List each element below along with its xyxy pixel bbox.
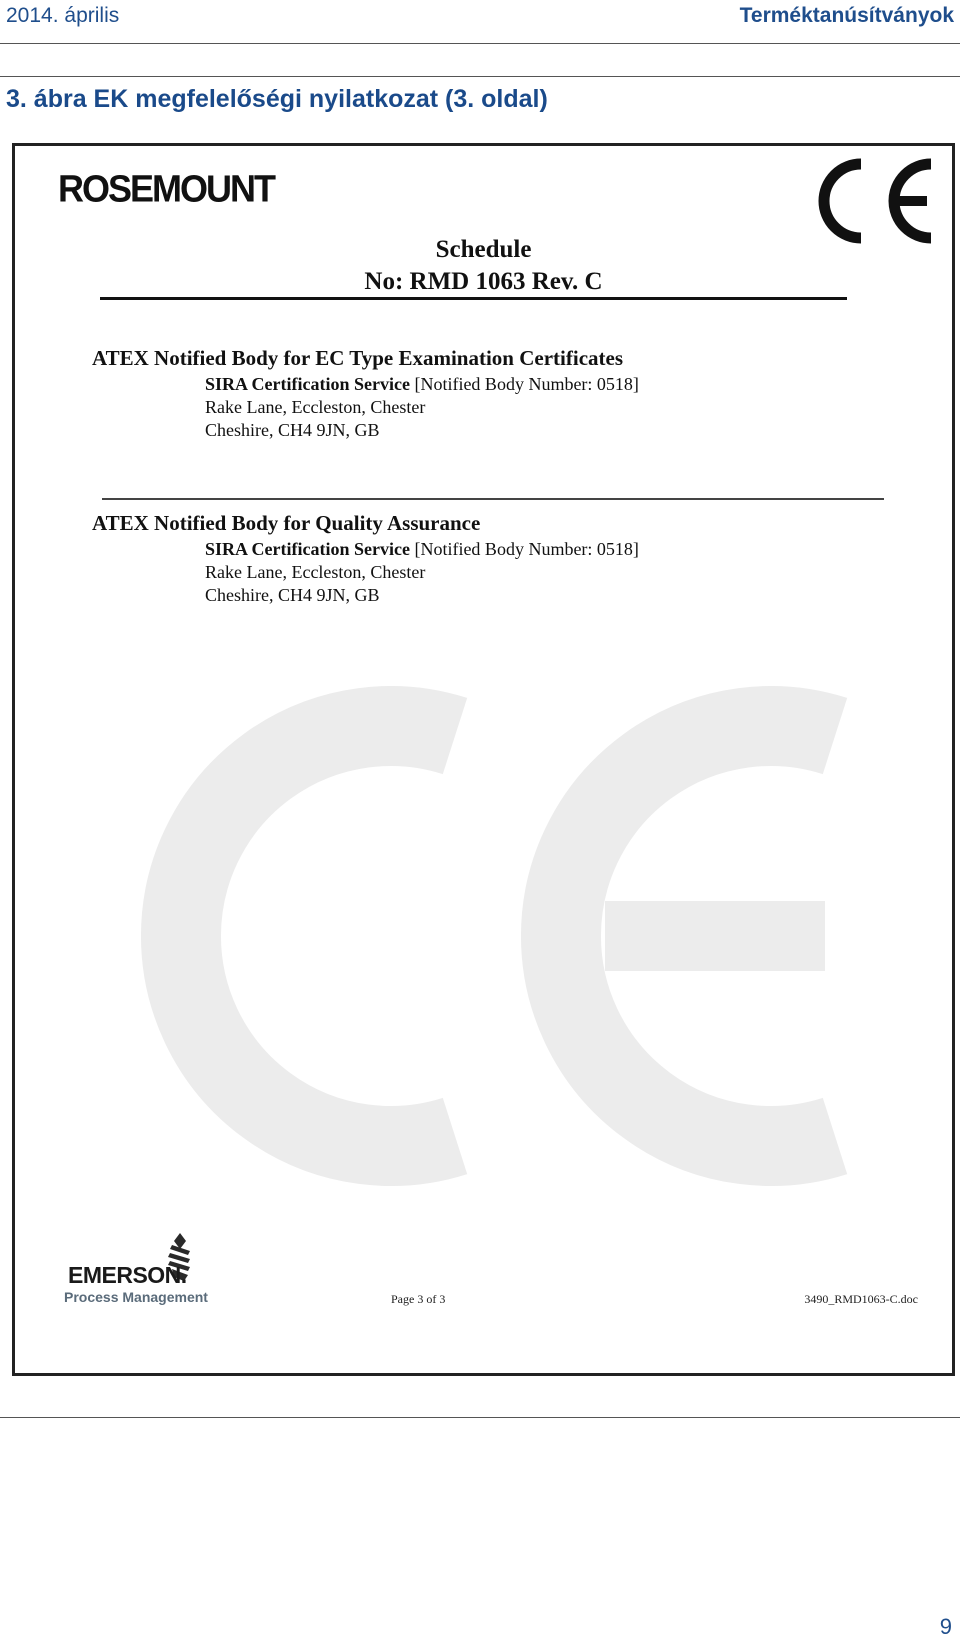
section-title: ATEX Notified Body for EC Type Examination Certificates — [92, 346, 624, 370]
section-address — [92, 538, 639, 607]
address-line: Rake Lane, Eccleston, Chester — [205, 397, 426, 417]
page-number: 9 — [939, 1614, 952, 1639]
schedule-number: No: RMD 1063 Rev. C — [364, 268, 603, 295]
notified-body-ec-type-section — [92, 346, 639, 442]
section-address — [92, 373, 639, 442]
body-name: SIRA Certification Service — [205, 374, 410, 394]
ce-mark-icon — [813, 154, 938, 249]
header-section-title: Terméktanúsítványok — [739, 4, 954, 27]
address-line: Cheshire, CH4 9JN, GB — [205, 585, 380, 605]
header-divider — [0, 43, 960, 44]
schedule-title: Schedule — [435, 236, 532, 263]
body-number: [Notified Body Number: 0518] — [409, 374, 639, 394]
address-line: Rake Lane, Eccleston, Chester — [205, 562, 426, 582]
caption-divider — [0, 76, 960, 77]
document-page-indicator: Page 3 of 3 — [391, 1292, 446, 1306]
schedule-underline — [100, 297, 847, 300]
rosemount-logo: ROSEMOUNT — [58, 166, 274, 210]
notified-body-quality-section — [92, 511, 639, 607]
figure-caption: 3. ábra EK megfelelőségi nyilatkozat (3. oldal) — [6, 85, 548, 113]
body-name: SIRA Certification Service — [205, 539, 410, 559]
emerson-division: Process Management — [64, 1289, 208, 1305]
ce-watermark — [125, 676, 865, 1196]
footer-divider — [0, 1417, 960, 1418]
header-date: 2014. április — [6, 4, 120, 27]
scanned-certificate-page — [12, 143, 955, 1376]
body-number: [Notified Body Number: 0518] — [409, 539, 639, 559]
document-filename: 3490_RMD1063-C.doc — [804, 1292, 918, 1306]
section-divider — [102, 498, 884, 500]
address-line: Cheshire, CH4 9JN, GB — [205, 420, 380, 440]
emerson-wordmark: EMERSON. — [68, 1262, 187, 1288]
section-title: ATEX Notified Body for Quality Assurance — [92, 511, 481, 535]
